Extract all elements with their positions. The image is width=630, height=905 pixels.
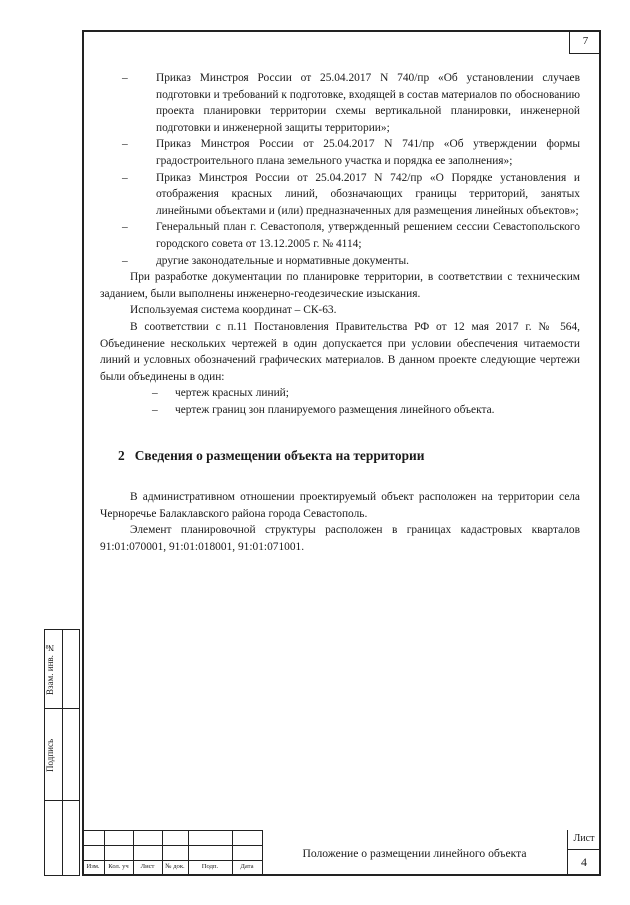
list-item-text: чертеж красных линий; — [175, 387, 289, 400]
list-dash: – — [152, 387, 158, 400]
title-block — [82, 830, 601, 876]
list-item-text: Генеральный план г. Севастополя, утвержденный решением сессии Севастопольского городского совета от 13.12.2005 г. № 4114; — [156, 221, 580, 250]
section-2-paragraphs — [100, 489, 580, 555]
page-number: 7 — [569, 30, 601, 54]
merged-drawings-list — [100, 385, 580, 418]
list-item — [100, 170, 580, 220]
list-item-text: Приказ Минстроя России от 25.04.2017 N 740/пр «Об установлении случаев подготовки и требований к подготовке, входящей в состав материалов по обоснованию проекта планировки территории схемы вертикальной планировки, инженерной подготовки и инженерной защиты территории»; — [156, 72, 580, 134]
side-stamp — [44, 629, 80, 876]
caption-izm: Изм. — [86, 863, 100, 870]
list-item-text: Приказ Минстроя России от 25.04.2017 N 741/пр «Об утверждении формы градостроительного плана земельного участка и порядка ее заполнения»; — [156, 138, 580, 167]
list-dash: – — [122, 254, 128, 267]
document-body — [100, 70, 580, 555]
section-1-paragraphs — [100, 269, 580, 385]
regulations-list — [100, 70, 580, 269]
list-item — [100, 402, 580, 419]
paragraph: При разработке документации по планировке территории, в соответствии с техническим заданием, были выполнены инженерно-геодезические изыскания. — [100, 271, 580, 300]
list-item — [100, 219, 580, 252]
list-dash: – — [122, 171, 128, 184]
list-item-text: другие законодательные и нормативные документы. — [156, 254, 409, 267]
paragraph: В соответствии с п.11 Постановления Правительства РФ от 12 мая 2017 г. № 564, Объединение нескольких чертежей в один допускается при условии обеспечения читаемости линий и условных обозначений графических материалов. В данном проекте следующие чертежи были объединены в один: — [100, 320, 580, 383]
list-item — [100, 385, 580, 402]
caption-data: Дата — [240, 863, 254, 870]
paragraph: В административном отношении проектируемый объект расположен на территории села Черноречье Балаклавского района города Севастополь. — [100, 491, 580, 520]
paragraph: Элемент планировочной структуры расположен в границах кадастровых кварталов 91:01:070001, 91:01:018001, 91:01:071001. — [100, 524, 580, 553]
section-title: Сведения о размещении объекта на территории — [134, 448, 425, 464]
list-dash: – — [122, 138, 128, 151]
caption-doc-no: № док. — [165, 863, 185, 870]
caption-list: Лист — [140, 863, 155, 870]
list-dash: – — [122, 72, 128, 84]
vzam-inv-label: Взам. инв. № — [45, 642, 55, 696]
sheet-label: Лист — [573, 833, 595, 844]
document-title: Положение о размещении линейного объекта — [302, 846, 527, 860]
list-dash: – — [152, 403, 158, 416]
list-item-text: чертеж границ зон планируемого размещения линейного объекта. — [175, 403, 495, 416]
podpis-label: Подпись — [45, 738, 55, 772]
caption-podp: Подп. — [201, 863, 219, 870]
list-dash: – — [122, 221, 128, 234]
caption-kol-uch: Кол. уч — [108, 863, 129, 870]
section-number: 2 — [118, 448, 125, 464]
section-heading — [100, 448, 580, 465]
list-item — [100, 136, 580, 169]
sheet-number: 4 — [581, 855, 587, 869]
paragraph: Используемая система координат – СК-63. — [130, 304, 337, 317]
list-item-text: Приказ Минстроя России от 25.04.2017 N 742/пр «О Порядке установления и отображения красных линий, обозначающих границы территорий, занятых линейными объектами и (или) предназначенных для размещения линейных объектов»; — [156, 171, 580, 217]
list-item — [100, 253, 580, 270]
list-item — [100, 70, 580, 136]
